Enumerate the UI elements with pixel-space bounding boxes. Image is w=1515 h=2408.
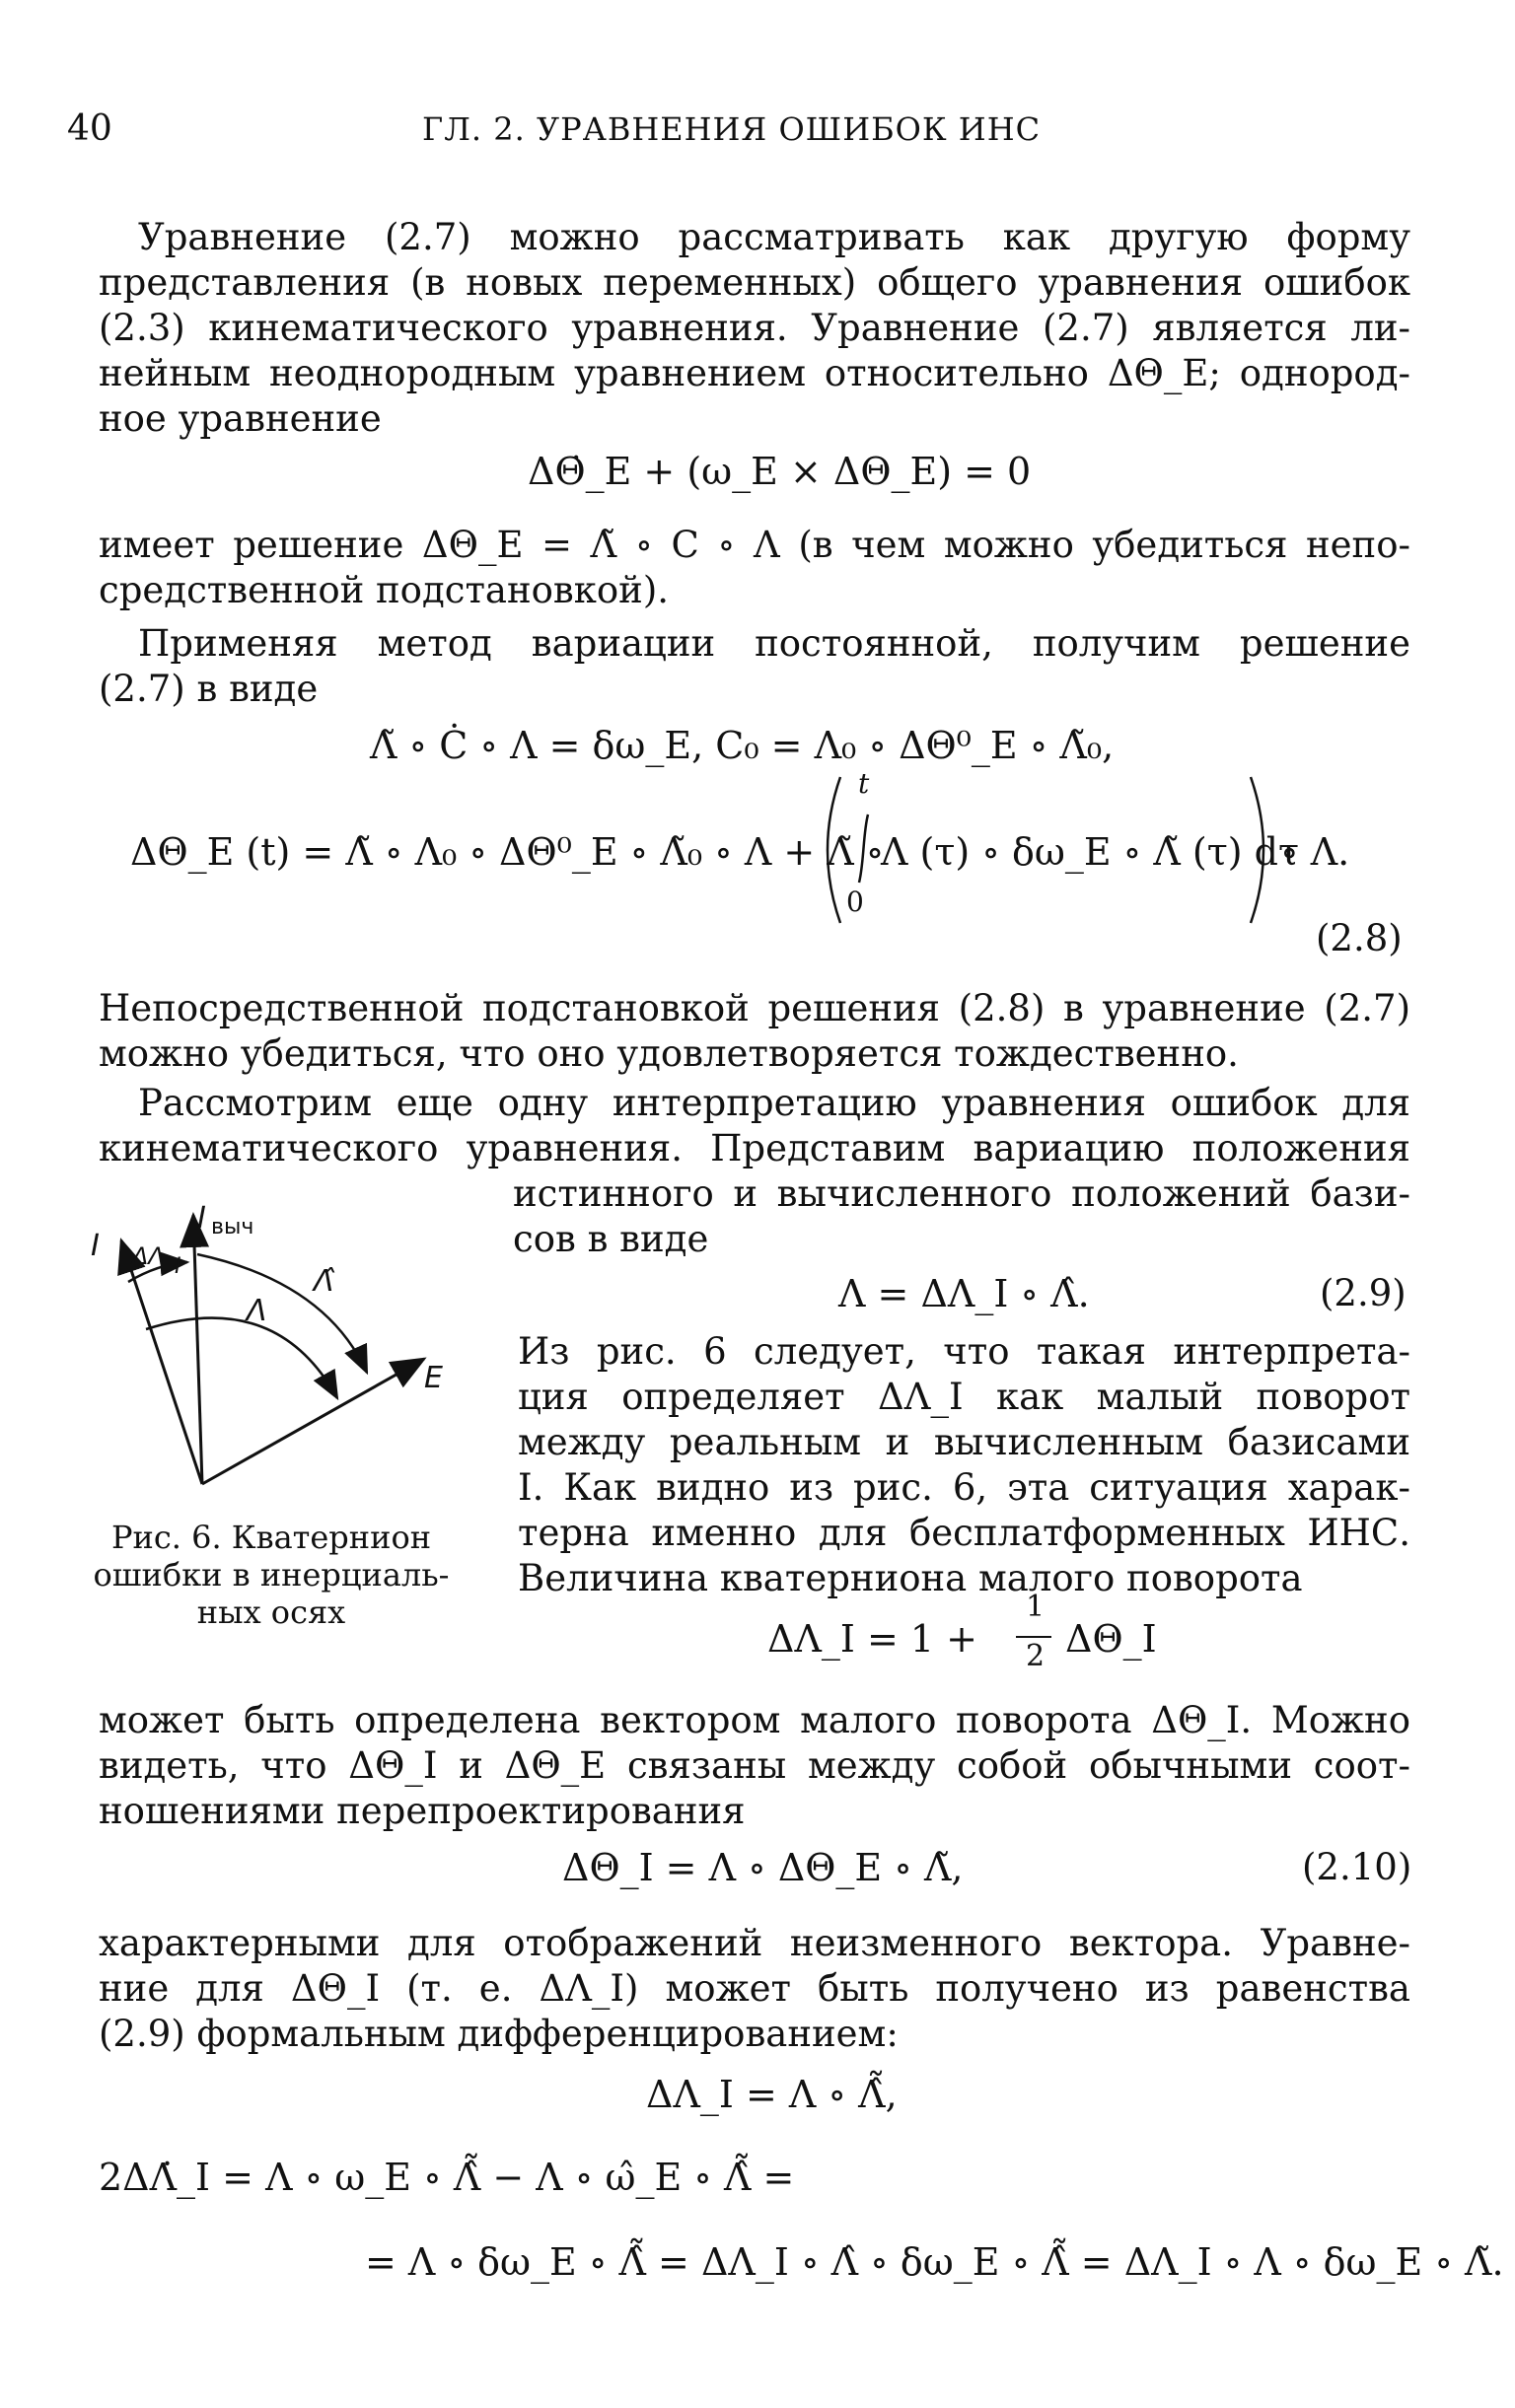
para6-right-line: между реальным и вычисленным базисами — [518, 1421, 1410, 1463]
fraction-denominator: 2 — [1026, 1639, 1046, 1673]
figure-6-caption-line: ошибки в инерциаль- — [93, 1556, 450, 1594]
equation-2-8-tail: ∘ Λ. — [1280, 830, 1350, 874]
para5-right-line: сов в виде — [513, 1218, 709, 1260]
figure-6-caption-line: Рис. 6. Кватернион — [110, 1519, 432, 1556]
equation-number-2-9: (2.9) — [1320, 1272, 1407, 1314]
equation-homogeneous: ΔΘ̇_E + (ω_E × ΔΘ_E) = 0 — [528, 450, 1032, 493]
para5-right-line: истинного и вычисленного положений бази- — [513, 1172, 1410, 1215]
equation-2-9: Λ = ΔΛ_I ∘ Λ̂. — [838, 1272, 1090, 1315]
figure-label-E: E — [424, 1361, 443, 1395]
page-number: 40 — [67, 108, 112, 149]
running-header: ГЛ. 2. УРАВНЕНИЯ ОШИБОК ИНС — [422, 110, 1042, 148]
figure-label-lambda-hat: Λ̂ — [314, 1264, 334, 1299]
para6-right-line: ция определяет ΔΛ_I как малый поворот — [518, 1376, 1410, 1418]
para7-line: видеть, что ΔΘ_I и ΔΘ_E связаны между собой обычными соот- — [99, 1744, 1410, 1787]
para3-line: (2.7) в виде — [99, 668, 319, 710]
para7-line: ношениями перепроектирования — [99, 1790, 746, 1832]
para1-line: нейным неоднородным уравнением относительно ΔΘ_E; однород- — [99, 352, 1410, 394]
equation-small-rotation-lhs: ΔΛ_I = 1 + — [767, 1617, 977, 1661]
fraction-numerator: 1 — [1026, 1590, 1046, 1624]
para6-right-line: Величина кватерниона малого поворота — [518, 1557, 1303, 1599]
para5-line: кинематического уравнения. Представим вариацию положения — [99, 1127, 1410, 1169]
para1-line: ное уравнение — [99, 397, 382, 440]
equation-2-8-integrand: Λ (τ) ∘ δω_E ∘ Λ̃ (τ) dτ — [881, 830, 1299, 874]
integral-lower-limit: 0 — [846, 885, 864, 918]
figure-label-I-calc-subscript: выч — [211, 1215, 254, 1239]
para1-line: (2.3) кинематического уравнения. Уравнение (2.7) является ли- — [99, 307, 1410, 349]
para6-right-line: I. Как видно из рис. 6, эта ситуация харак- — [518, 1466, 1410, 1509]
equation-number-2-8: (2.8) — [1316, 917, 1403, 959]
para5-line: Рассмотрим еще одну интерпретацию уравнения ошибок для — [138, 1082, 1410, 1124]
figure-label-delta-lambda: ΔΛ — [132, 1242, 165, 1270]
equation-2-10: ΔΘ_I = Λ ∘ ΔΘ_E ∘ Λ̃, — [562, 1846, 964, 1889]
equation-small-rotation-rhs: ΔΘ_I — [1065, 1617, 1157, 1661]
equation-final-2: 2ΔΛ̇_I = Λ ∘ ω_E ∘ Λ̂̃ − Λ ∘ ω̂_E ∘ Λ̂̃ = — [99, 2156, 795, 2199]
para6-right-line: Из рис. 6 следует, что такая интерпрета- — [518, 1330, 1410, 1373]
para8-line: ние для ΔΘ_I (т. е. ΔΛ_I) может быть получено из равенства — [99, 1967, 1410, 2010]
para4-line: Непосредственной подстановкой решения (2.8) в уравнение (2.7) — [99, 987, 1410, 1029]
para7-line: может быть определена вектором малого поворота ΔΘ_I. Можно — [99, 1699, 1410, 1741]
integral-upper-limit: t — [858, 767, 870, 800]
para2-line: средственной подстановкой). — [99, 569, 670, 611]
para2-line: имеет решение ΔΘ_E = Λ̃ ∘ C ∘ Λ (в чем можно убедиться непо- — [99, 524, 1410, 566]
para6-right-line: терна именно для бесплатформенных ИНС. — [518, 1512, 1410, 1554]
figure-6-caption-line: ных осях — [196, 1594, 346, 1631]
equation-final-3: = Λ ∘ δω_E ∘ Λ̂̃ = ΔΛ_I ∘ Λ̂ ∘ δω_E ∘ Λ̂̃ = ΔΛ_I ∘ Λ ∘ δω_E ∘ Λ̃. — [365, 2240, 1504, 2284]
para3-line: Применяя метод вариации постоянной, получим решение — [138, 622, 1410, 665]
figure-label-I-calc: I — [197, 1201, 206, 1236]
para4-line: можно убедиться, что оно удовлетворяется тождественно. — [99, 1032, 1239, 1075]
para8-line: характерными для отображений неизменного вектора. Уравне- — [99, 1922, 1410, 1964]
para1-line: Уравнение (2.7) можно рассматривать как другую форму — [138, 216, 1410, 258]
figure-label-lambda: Λ — [247, 1294, 267, 1328]
figure-label-I: I — [91, 1229, 100, 1263]
para1-line: представления (в новых переменных) общего уравнения ошибок — [99, 261, 1410, 304]
equation-number-2-10: (2.10) — [1302, 1846, 1412, 1888]
figure-label-delta-lambda-subscript: I — [175, 1254, 181, 1279]
para8-line: (2.9) формальным дифференцированием: — [99, 2013, 899, 2055]
equation-2-8-lhs: ΔΘ_E (t) = Λ̃ ∘ Λ₀ ∘ ΔΘ⁰_E ∘ Λ̃₀ ∘ Λ + Λ̃ ∘ — [130, 830, 885, 874]
equation-variation: Λ̃ ∘ Ċ ∘ Λ = δω_E, C₀ = Λ₀ ∘ ΔΘ⁰_E ∘ Λ̃₀, — [370, 724, 1115, 767]
equation-final-1: ΔΛ_I = Λ ∘ Λ̂̃, — [646, 2073, 898, 2116]
